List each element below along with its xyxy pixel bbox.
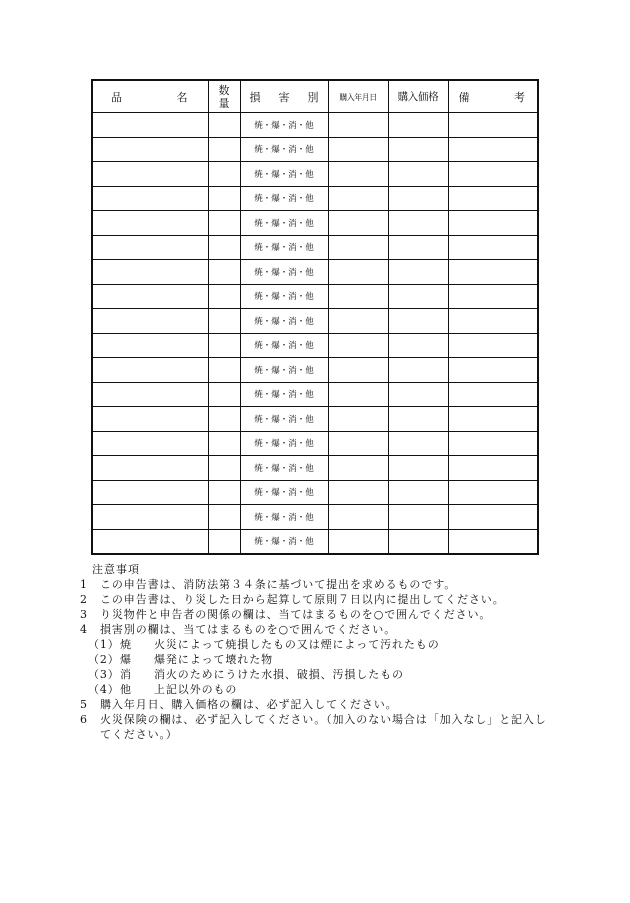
damage-declaration-table [91,79,539,555]
purchase-price-cell[interactable] [388,431,448,456]
header-damage-char1: 損 [249,90,261,104]
item-name-cell[interactable] [92,456,208,481]
purchase-date-cell[interactable] [328,505,388,530]
damage-type-cell[interactable]: 焼・爆・消・他 [240,186,328,211]
item-name-cell[interactable] [92,186,208,211]
purchase-date-cell[interactable] [328,235,388,260]
notes-subitem-number: （1） [88,638,120,651]
purchase-price-cell[interactable] [388,456,448,481]
notes-subitem-description: 火災によって焼損したもの又は煙によって汚れたもの [154,638,440,651]
notes-item [80,622,550,637]
table-row [92,260,538,285]
remarks-cell[interactable] [448,431,538,456]
table-row [92,529,538,554]
quantity-cell[interactable] [208,431,240,456]
purchase-price-cell[interactable] [388,162,448,187]
quantity-cell[interactable] [208,235,240,260]
remarks-cell[interactable] [448,309,538,334]
header-remarks-char1: 備 [458,90,470,104]
damage-type-cell[interactable]: 焼・爆・消・他 [240,333,328,358]
purchase-date-cell[interactable] [328,211,388,236]
header-damage-char2: 害 [278,90,290,104]
remarks-cell[interactable] [448,358,538,383]
table-row [92,309,538,334]
purchase-date-cell[interactable] [328,480,388,505]
notes-item-number: 5 [80,698,88,711]
table-row [92,284,538,309]
table-row [92,186,538,211]
purchase-price-cell[interactable] [388,407,448,432]
damage-type-cell[interactable]: 焼・爆・消・他 [240,260,328,285]
purchase-date-cell[interactable] [328,186,388,211]
damage-type-cell[interactable]: 焼・爆・消・他 [240,382,328,407]
purchase-price-cell[interactable] [388,333,448,358]
notes-subitem-term: 爆 [120,653,132,666]
purchase-date-cell[interactable] [328,456,388,481]
item-name-cell[interactable] [92,431,208,456]
notes-subitem-description: 上記以外のもの [154,683,238,696]
table-row [92,407,538,432]
notes-item-number: 2 [80,593,88,606]
remarks-cell[interactable] [448,505,538,530]
quantity-cell[interactable] [208,480,240,505]
quantity-cell[interactable] [208,284,240,309]
item-name-cell[interactable] [92,407,208,432]
table-header-row [92,80,538,113]
purchase-price-cell[interactable] [388,358,448,383]
remarks-cell[interactable] [448,113,538,138]
damage-type-cell[interactable]: 焼・爆・消・他 [240,358,328,383]
quantity-cell[interactable] [208,211,240,236]
table-row [92,211,538,236]
purchase-date-cell[interactable] [328,431,388,456]
remarks-cell[interactable] [448,333,538,358]
remarks-cell[interactable] [448,480,538,505]
purchase-price-cell[interactable] [388,137,448,162]
notes-section [80,562,550,742]
notes-item-number: 1 [80,578,88,591]
item-name-cell[interactable] [92,505,208,530]
item-name-cell[interactable] [92,137,208,162]
purchase-date-cell[interactable] [328,333,388,358]
purchase-price-cell[interactable] [388,505,448,530]
purchase-date-cell[interactable] [328,113,388,138]
table-row [92,505,538,530]
table-row [92,480,538,505]
notes-item-text: この申告書は、り災した日から起算して原則７日以内に提出してください。 [100,593,505,606]
purchase-date-cell[interactable] [328,382,388,407]
notes-item-number: 4 [80,623,88,636]
remarks-cell[interactable] [448,162,538,187]
purchase-date-cell[interactable] [328,260,388,285]
item-name-cell[interactable] [92,382,208,407]
header-item-name-char2: 名 [176,90,188,104]
notes-item [80,607,550,622]
purchase-price-cell[interactable] [388,284,448,309]
header-purchase-date [328,80,388,113]
purchase-price-cell[interactable] [388,480,448,505]
notes-item-text: 損害別の欄は、当てはまるものを○で囲んでください。 [100,623,397,636]
purchase-price-cell[interactable] [388,309,448,334]
damage-type-cell[interactable]: 焼・爆・消・他 [240,431,328,456]
quantity-cell[interactable] [208,186,240,211]
table-row [92,162,538,187]
item-name-cell[interactable] [92,529,208,554]
quantity-cell[interactable] [208,407,240,432]
header-item-name [92,80,208,113]
notes-item-number: 6 [80,713,88,726]
damage-type-cell[interactable]: 焼・爆・消・他 [240,235,328,260]
item-name-cell[interactable] [92,113,208,138]
quantity-cell[interactable] [208,113,240,138]
notes-item-text: 火災保険の欄は、必ず記入してください。（加入のない場合は「加入なし」と記入してください。） [100,713,547,741]
item-name-cell[interactable] [92,260,208,285]
notes-item-number: 3 [80,608,88,621]
notes-heading: 注意事項 [92,563,140,576]
remarks-cell[interactable] [448,382,538,407]
table-row [92,137,538,162]
item-name-cell[interactable] [92,211,208,236]
notes-subitem-number: （4） [88,683,120,696]
item-name-cell[interactable] [92,162,208,187]
remarks-cell[interactable] [448,407,538,432]
remarks-cell[interactable] [448,456,538,481]
notes-item [80,712,550,742]
notes-item-text: り災物件と申告者の関係の欄は、当てはまるものを○で囲んでください。 [100,608,492,621]
damage-type-cell[interactable]: 焼・爆・消・他 [240,480,328,505]
purchase-date-cell[interactable] [328,309,388,334]
purchase-price-cell[interactable] [388,211,448,236]
notes-items-after [80,697,550,742]
damage-type-cell[interactable]: 焼・爆・消・他 [240,407,328,432]
purchase-date-cell[interactable] [328,529,388,554]
notes-subitem [80,667,550,682]
item-name-cell[interactable] [92,480,208,505]
notes-subitem-description: 爆発によって壊れた物 [154,653,273,666]
remarks-cell[interactable] [448,529,538,554]
notes-item-text: 購入年月日、購入価格の欄は、必ず記入してください。 [100,698,398,711]
table-row [92,113,538,138]
purchase-price-cell[interactable] [388,186,448,211]
quantity-cell[interactable] [208,260,240,285]
notes-items [80,577,550,637]
quantity-cell[interactable] [208,162,240,187]
purchase-price-cell[interactable] [388,235,448,260]
header-purchase-date-label: 購入年月日 [339,93,377,102]
item-name-cell[interactable] [92,333,208,358]
table-row [92,382,538,407]
item-name-cell[interactable] [92,309,208,334]
purchase-date-cell[interactable] [328,407,388,432]
quantity-cell[interactable] [208,358,240,383]
notes-item [80,592,550,607]
purchase-price-cell[interactable] [388,260,448,285]
remarks-cell[interactable] [448,235,538,260]
damage-type-cell[interactable]: 焼・爆・消・他 [240,137,328,162]
damage-type-cell[interactable]: 焼・爆・消・他 [240,162,328,187]
header-remarks [448,80,538,113]
remarks-cell[interactable] [448,284,538,309]
damage-type-cell[interactable]: 焼・爆・消・他 [240,505,328,530]
header-item-name-char1: 品 [111,90,122,104]
quantity-cell[interactable] [208,137,240,162]
header-quantity [208,80,240,113]
header-remarks-char2: 考 [514,90,525,104]
item-name-cell[interactable] [92,284,208,309]
damage-type-cell[interactable]: 焼・爆・消・他 [240,113,328,138]
quantity-cell[interactable] [208,529,240,554]
header-quantity-char1: 数 [218,83,230,97]
remarks-cell[interactable] [448,137,538,162]
table-row [92,235,538,260]
notes-item [80,697,550,712]
quantity-cell[interactable] [208,505,240,530]
table-row [92,431,538,456]
header-damage-char3: 別 [307,90,319,104]
notes-subitem-description: 消火のためにうけた水損、破損、汚損したもの [154,668,404,681]
remarks-cell[interactable] [448,186,538,211]
notes-subitem [80,637,550,652]
notes-subitem-term: 消 [120,668,132,681]
notes-subitem-term: 焼 [120,638,132,651]
damage-type-cell[interactable]: 焼・爆・消・他 [240,309,328,334]
notes-subitems [80,637,550,697]
header-purchase-price-label: 購入価格 [397,91,439,103]
notes-subitem-number: （2） [88,653,120,666]
header-purchase-price [388,80,448,113]
notes-subitem-term: 他 [120,683,132,696]
remarks-cell[interactable] [448,211,538,236]
notes-item-text: この申告書は、消防法第３４条に基づいて提出を求めるものです。 [100,578,457,591]
header-quantity-char2: 量 [218,96,230,110]
notes-subitem [80,652,550,667]
table-row [92,358,538,383]
purchase-date-cell[interactable] [328,162,388,187]
remarks-cell[interactable] [448,260,538,285]
notes-subitem [80,682,550,697]
purchase-date-cell[interactable] [328,137,388,162]
table-row [92,333,538,358]
damage-type-cell[interactable]: 焼・爆・消・他 [240,284,328,309]
purchase-price-cell[interactable] [388,382,448,407]
header-damage-type [240,80,328,113]
item-name-cell[interactable] [92,358,208,383]
damage-type-cell[interactable]: 焼・爆・消・他 [240,211,328,236]
table-body [92,113,538,555]
quantity-cell[interactable] [208,309,240,334]
purchase-price-cell[interactable] [388,113,448,138]
table-row [92,456,538,481]
damage-type-cell[interactable]: 焼・爆・消・他 [240,456,328,481]
purchase-date-cell[interactable] [328,358,388,383]
damage-type-cell[interactable]: 焼・爆・消・他 [240,529,328,554]
item-name-cell[interactable] [92,235,208,260]
notes-subitem-number: （3） [88,668,120,681]
quantity-cell[interactable] [208,382,240,407]
notes-item [80,577,550,592]
purchase-date-cell[interactable] [328,284,388,309]
purchase-price-cell[interactable] [388,529,448,554]
quantity-cell[interactable] [208,456,240,481]
quantity-cell[interactable] [208,333,240,358]
